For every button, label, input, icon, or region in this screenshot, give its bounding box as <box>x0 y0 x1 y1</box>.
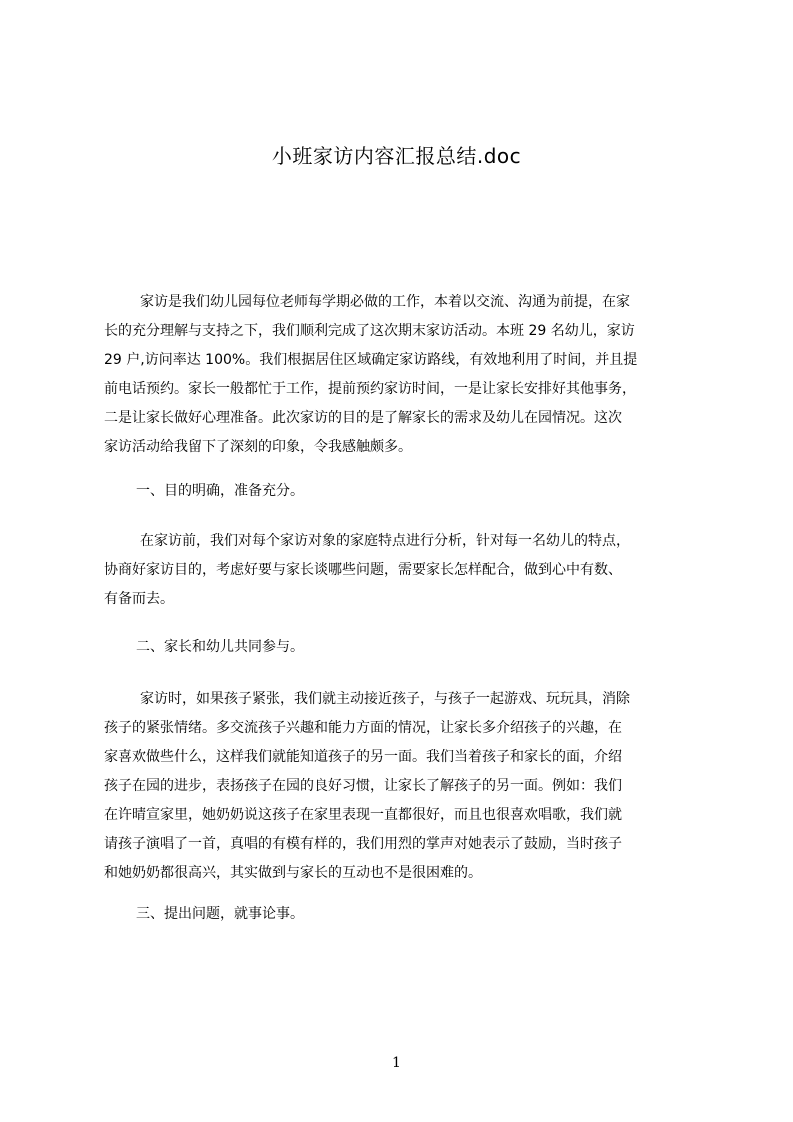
section-heading-3: 三、提出问题，就事论事。 <box>136 906 304 922</box>
paragraph-line: 长的充分理解与支持之下，我们顺利完成了这次期末家访活动。本班 29 名幼儿，家访 <box>104 323 635 339</box>
paragraph-line: 二是让家长做好心理准备。此次家访的目的是了解家长的需求及幼儿在园情况。这次 <box>104 410 622 426</box>
paragraph-line: 在许晴宣家里，她奶奶说这孩子在家里表现一直都很好，而且也很喜欢唱歌，我们就 <box>104 807 622 823</box>
paragraph-intro <box>104 288 698 462</box>
paragraph-line: 29 户,访问率达 100%。我们根据居住区域确定家访路线，有效地利用了时间，并且提 <box>104 352 638 368</box>
paragraph-participation <box>104 685 698 888</box>
paragraph-line: 前电话预约。家长一般都忙于工作，提前预约家访时间，一是让家长安排好其他事务， <box>104 381 636 397</box>
paragraph-line: 家访是我们幼儿园每位老师每学期必做的工作，本着以交流、沟通为前提，在家 <box>140 294 630 310</box>
paragraph-line: 和她奶奶都很高兴，其实做到与家长的互动也不是很困难的。 <box>104 865 482 881</box>
paragraph-line: 有备而去。 <box>104 591 174 607</box>
paragraph-line: 在家访前，我们对每个家访对象的家庭特点进行分析，针对每一名幼儿的特点， <box>140 533 630 549</box>
page-number: 1 <box>392 1055 401 1071</box>
paragraph-line: 请孩子演唱了一首，真唱的有模有样的，我们用烈的掌声对她表示了鼓励，当时孩子 <box>104 836 622 852</box>
paragraph-line: 孩子的紧张情绪。多交流孩子兴趣和能力方面的情况，让家长多介绍孩子的兴趣，在 <box>104 720 622 736</box>
paragraph-line: 家访活动给我留下了深刻的印象，令我感触颇多。 <box>104 439 412 455</box>
paragraph-line: 家访时，如果孩子紧张，我们就主动接近孩子，与孩子一起游戏、玩玩具，消除 <box>140 691 630 707</box>
paragraph-line: 孩子在园的进步，表扬孩子在园的良好习惯，让家长了解孩子的另一面。例如：我们 <box>104 778 622 794</box>
section-heading-1: 一、目的明确，准备充分。 <box>136 483 304 499</box>
section-heading-2: 二、家长和幼儿共同参与。 <box>136 639 304 655</box>
paragraph-line: 协商好家访目的，考虑好要与家长谈哪些问题，需要家长怎样配合，做到心中有数、 <box>104 562 622 578</box>
document-title: 小班家访内容汇报总结.doc <box>271 144 522 168</box>
paragraph-preparation <box>104 527 698 614</box>
paragraph-line: 家喜欢做些什么，这样我们就能知道孩子的另一面。我们当着孩子和家长的面，介绍 <box>104 749 622 765</box>
